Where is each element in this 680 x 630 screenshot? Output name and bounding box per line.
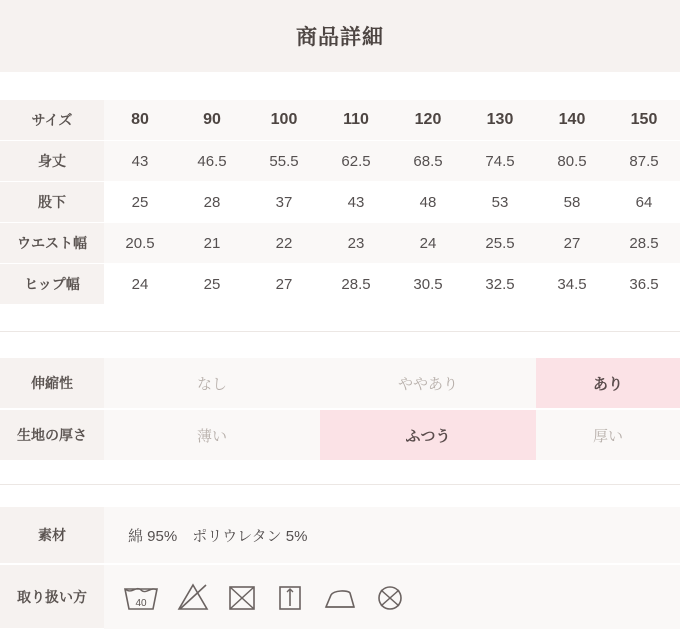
size-column-header: 80 [104,100,176,141]
scale-option[interactable]: なし [104,358,320,409]
size-row-label: 身丈 [0,141,104,182]
size-column-header: 130 [464,100,536,141]
scale-row-label: 生地の厚さ [0,409,104,461]
material-value: 綿 95% ポリウレタン 5% [104,507,680,564]
material-row [0,507,680,564]
size-cell: 62.5 [320,141,392,182]
size-row-label: ウエスト幅 [0,223,104,264]
spacer [0,462,680,484]
size-cell: 32.5 [464,264,536,305]
size-column-header: 140 [536,100,608,141]
size-cell: 25 [104,182,176,223]
table-row [0,182,680,223]
size-cell: 74.5 [464,141,536,182]
table-row [0,264,680,305]
drip-dry-icon [274,581,306,613]
size-table-corner-label: サイズ [0,100,104,141]
size-cell: 24 [104,264,176,305]
size-cell: 48 [392,182,464,223]
size-cell: 68.5 [392,141,464,182]
material-care-table [0,507,680,630]
material-label: 素材 [0,507,104,564]
size-cell: 28 [176,182,248,223]
size-cell: 27 [536,223,608,264]
size-cell: 25.5 [464,223,536,264]
size-cell: 80.5 [536,141,608,182]
page-title: 商品詳細 [296,26,384,49]
size-column-header: 100 [248,100,320,141]
scale-option[interactable]: 薄い [104,409,320,461]
size-cell: 20.5 [104,223,176,264]
size-cell: 43 [104,141,176,182]
size-cell: 58 [536,182,608,223]
scale-option[interactable]: 厚い [536,409,680,461]
care-row [0,564,680,629]
scale-option-selected[interactable]: あり [536,358,680,409]
size-cell: 55.5 [248,141,320,182]
size-cell: 46.5 [176,141,248,182]
size-cell: 30.5 [392,264,464,305]
size-row-label: ヒップ幅 [0,264,104,305]
care-icons [122,581,679,613]
size-cell: 24 [392,223,464,264]
size-cell: 21 [176,223,248,264]
size-cell: 64 [608,182,680,223]
scale-option-selected[interactable]: ふつう [320,409,536,461]
size-cell: 25 [176,264,248,305]
iron-low-icon [322,581,358,613]
no-bleach-icon [176,581,210,613]
wash-40-icon [122,581,160,613]
scale-option[interactable]: ややあり [320,358,536,409]
scale-row-stretch [0,358,680,409]
page-title-bar [0,0,680,72]
size-cell: 36.5 [608,264,680,305]
size-table-header-row [0,100,680,141]
size-cell: 28.5 [608,223,680,264]
attribute-scale-table [0,358,680,462]
size-cell: 27 [248,264,320,305]
care-icons-cell [104,564,680,629]
size-column-header: 120 [392,100,464,141]
scale-row-label: 伸縮性 [0,358,104,409]
size-column-header: 150 [608,100,680,141]
table-row [0,223,680,264]
svg-text:40: 40 [135,598,147,609]
size-cell: 22 [248,223,320,264]
care-label: 取り扱い方 [0,564,104,629]
size-row-label: 股下 [0,182,104,223]
size-cell: 43 [320,182,392,223]
size-table [0,100,680,305]
size-column-header: 110 [320,100,392,141]
size-cell: 28.5 [320,264,392,305]
no-tumble-dry-icon [226,581,258,613]
spacer [0,485,680,507]
scale-row-thickness [0,409,680,461]
size-cell: 87.5 [608,141,680,182]
size-cell: 37 [248,182,320,223]
size-column-header: 90 [176,100,248,141]
size-cell: 23 [320,223,392,264]
size-cell: 34.5 [536,264,608,305]
size-cell: 53 [464,182,536,223]
no-dry-clean-icon [374,581,406,613]
spacer [0,305,680,331]
spacer [0,332,680,358]
table-row [0,141,680,182]
